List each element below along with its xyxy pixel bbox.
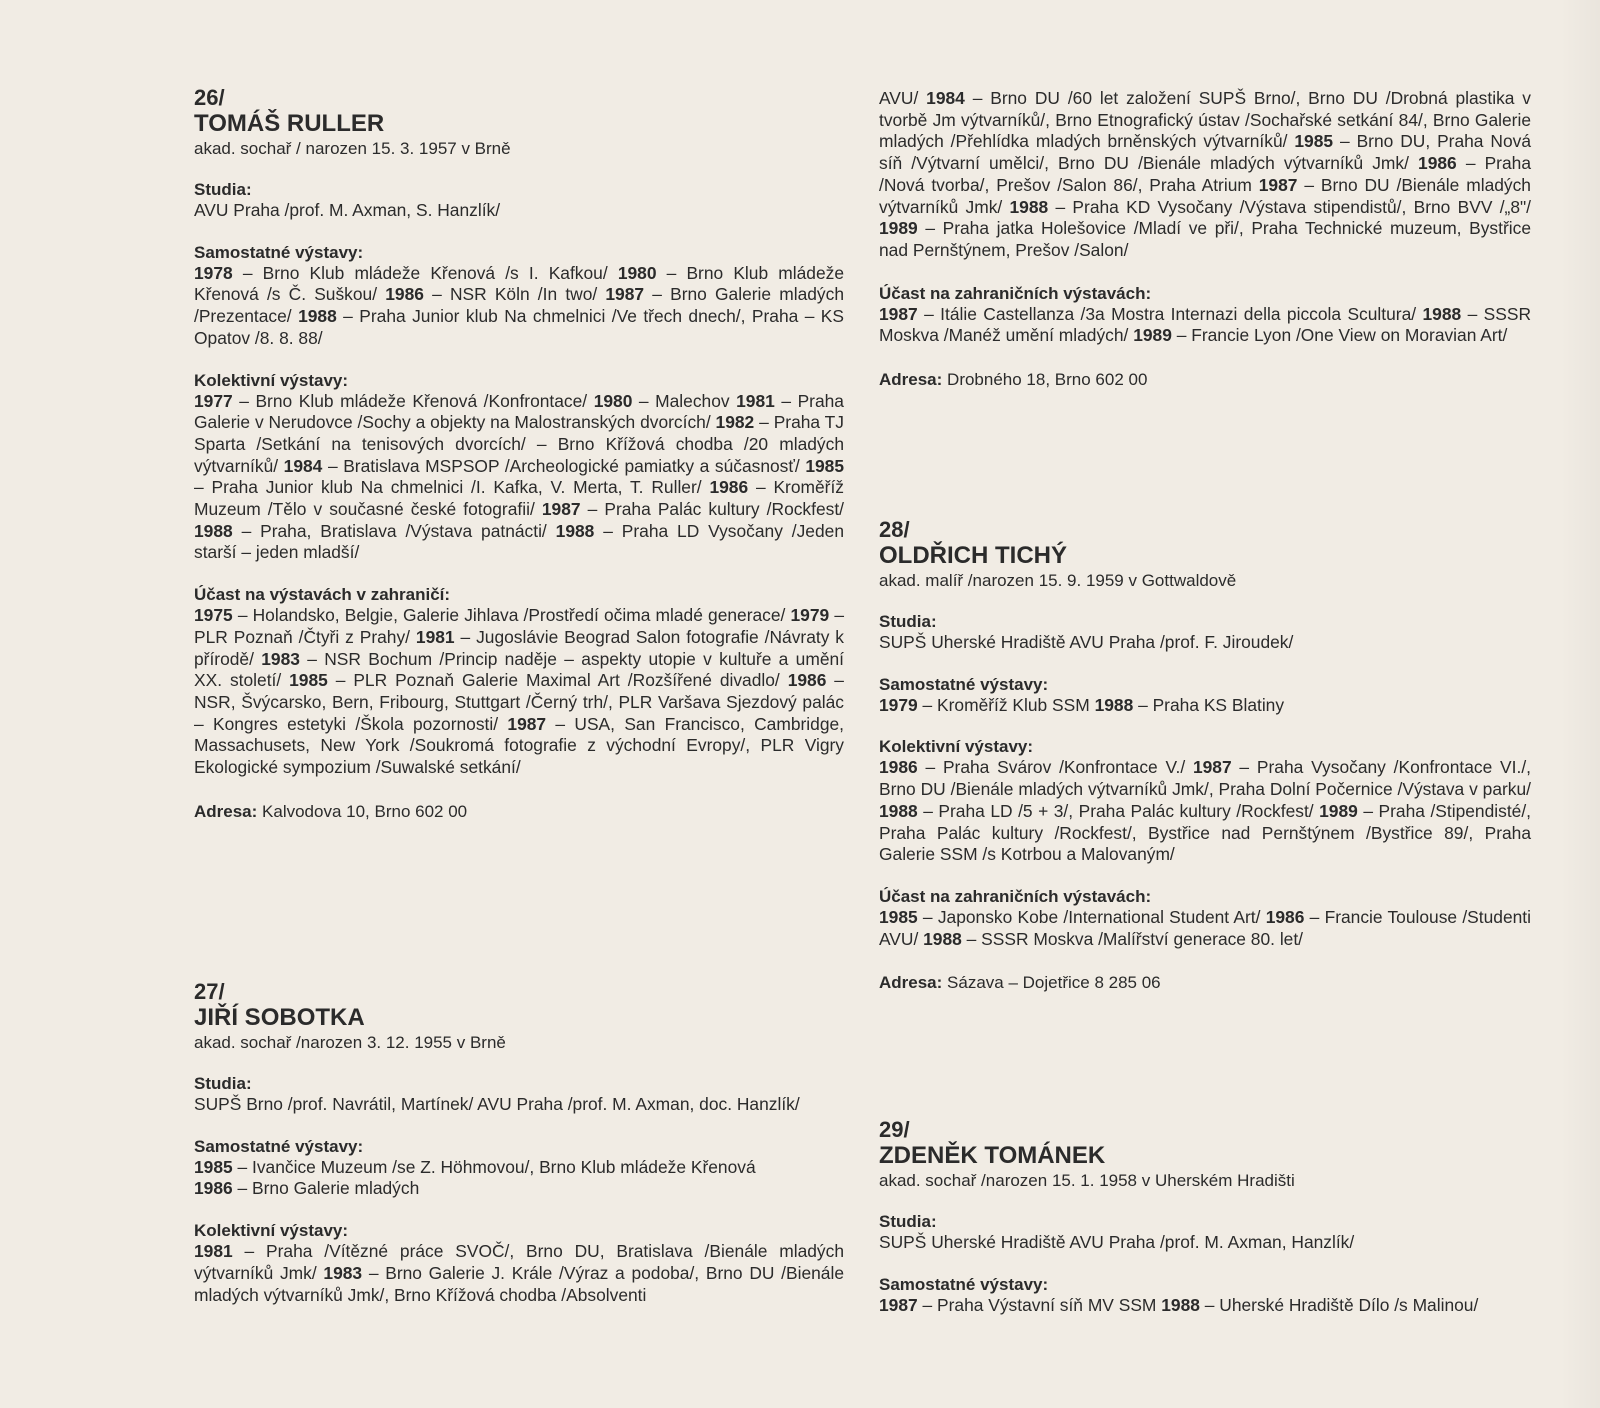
section-line <box>194 1178 844 1200</box>
year: 1985 <box>805 455 844 476</box>
section-label: Účast na zahraničních výstavách: <box>879 283 1152 303</box>
text-segment: SUPŠ Uherské Hradiště AVU Praha /prof. F. Jiroudek/ <box>879 632 1294 652</box>
year: 1987 <box>879 303 918 324</box>
year: 1988 <box>194 520 233 541</box>
section-text <box>879 632 1531 654</box>
year: 1986 <box>709 477 749 498</box>
section-text <box>194 1094 844 1116</box>
year: 1987 <box>879 1294 918 1315</box>
text-segment: – Kroměříž Klub SSM <box>917 694 1095 715</box>
section-label: Kolektivní výstavy: <box>194 1221 349 1241</box>
year: 1989 <box>879 218 918 239</box>
text-segment: – Brno Galerie J. Krále /Výraz a podoba/, Brno DU /Bienále mladých výtvarníků Jmk/, Brno Křížová chodba /Absolventi <box>194 1262 845 1305</box>
section-text <box>879 1232 1531 1254</box>
entry-oldrich-tichy <box>879 518 1531 993</box>
year: 1985 <box>1294 131 1334 152</box>
entry-number: 28/ <box>879 517 910 542</box>
year: 1979 <box>790 605 830 626</box>
section-text <box>194 200 844 222</box>
year: 1983 <box>261 648 300 669</box>
year: 1984 <box>926 88 965 108</box>
entry-jiri-sobotka <box>194 980 844 1306</box>
text-segment: AVU Praha /prof. M. Axman, S. Hanzlík/ <box>194 200 501 220</box>
text-segment: – Praha jatka Holešovice /Mladí ve při/, Praha Technické muzeum, Bystřice nad Pernštýnem, Prešov /Salon/ <box>879 218 1531 260</box>
section-label: Samostatné výstavy: <box>879 674 1049 694</box>
section-label: Kolektivní výstavy: <box>879 737 1034 757</box>
year: 1986 <box>1265 906 1305 927</box>
text-segment: – Bratislava MSPSOP /Archeologické pamiatky a súčasnosť/ <box>322 455 806 476</box>
year: 1979 <box>879 694 918 715</box>
year: 1987 <box>507 713 547 734</box>
text-segment: – PLR Poznaň Galerie Maximal Art /Rozšířené divadlo/ <box>327 670 788 691</box>
continued-paragraph <box>879 88 1531 262</box>
year: 1975 <box>194 605 233 626</box>
text-segment: – NSR Bochum /Princip naděje – aspekty utopie v kultuře a umění XX. století/ <box>194 648 844 691</box>
text-segment: – Praha TJ Sparta /Setkání na tenisových dvorcích/ – Brno Křížová chodba /20 mladých výtvarníků/ <box>194 412 844 476</box>
address-label: Adresa: <box>879 370 943 390</box>
year: 1980 <box>617 262 657 283</box>
text-segment: – Praha /Nová tvorba/, Prešov /Salon 86/, Praha Atrium <box>879 153 1531 195</box>
year: 1983 <box>323 1262 363 1283</box>
entry-number: 26/ <box>194 85 225 110</box>
text-segment: – Brno DU /60 let založení SUPŠ Brno/, Brno DU /Drobná plastika v tvorbě Jm výtvarníků/, Brno Etnografický ústav /Sochařské setkání 84/, Brno Galerie mladých /Přehlídka mladých brněnských výtvarníků/ <box>879 88 1531 152</box>
text-segment: – Praha Junior klub Na chmelnici /Ve třech dnech/, Praha – KS Opatov /8. 8. 88/ <box>194 306 845 348</box>
section-text <box>879 1295 1531 1317</box>
entry-zdenek-tomanek <box>879 1118 1531 1316</box>
section-text <box>194 263 844 350</box>
section-label: Účast na výstavách v zahraničí: <box>194 585 451 605</box>
year: 1986 <box>879 757 918 778</box>
section-label: Studia: <box>194 180 252 199</box>
artist-bio: akad. sochař /narozen 3. 12. 1955 v Brně <box>194 1033 506 1052</box>
year: 1988 <box>1009 196 1049 217</box>
section-line <box>194 1157 844 1179</box>
text-segment: – Praha LD Vysočany /Jeden starší – jeden mladší/ <box>194 520 844 563</box>
entry-jiri-sobotka-continued <box>879 88 1531 390</box>
year: 1988 <box>879 800 918 821</box>
section-label: Samostatné výstavy: <box>194 242 364 262</box>
text-segment: – USA, San Francisco, Cambridge, Massachusets, New York /Soukromá fotografie z východní Evropy/, PLR Vigry Ekologické sympozium /Suwalské setkání/ <box>194 713 844 778</box>
year: 1986 <box>194 1178 233 1199</box>
text-segment: – Praha Palác kultury /Rockfest/ <box>580 499 844 520</box>
text-segment: – Ivančice Muzeum /se Z. Höhmovou/, Brno Klub mládeže Křenová <box>232 1156 756 1177</box>
text-segment: – Praha, Bratislava /Výstava patnácti/ <box>232 520 556 541</box>
text-segment: – Praha /Vítězné práce SVOČ/, Brno DU, Bratislava /Bienále mladých výtvarníků Jmk/ <box>194 1241 844 1283</box>
year: 1985 <box>289 670 328 691</box>
page-edge-shadow <box>1560 0 1600 1408</box>
year: 1981 <box>736 390 775 411</box>
address-value: Drobného 18, Brno 602 00 <box>942 370 1148 390</box>
text-segment: – Praha Junior klub Na chmelnici /I. Kafka, V. Merta, T. Ruller/ <box>194 477 710 498</box>
text-segment: – PLR Poznaň /Čtyři z Prahy/ <box>194 605 844 647</box>
text-segment: – Praha KS Blatiny <box>1133 694 1285 715</box>
section-label: Kolektivní výstavy: <box>194 370 349 390</box>
year: 1987 <box>541 499 581 520</box>
artist-bio: akad. malíř /narozen 15. 9. 1959 v Gottwaldově <box>879 571 1237 590</box>
year: 1987 <box>1192 757 1232 778</box>
text-segment: – Praha Svárov /Konfrontace V./ <box>917 757 1193 778</box>
section-label: Studia: <box>879 612 937 631</box>
text-segment: – NSR Köln /In two/ <box>423 284 606 305</box>
year: 1980 <box>593 390 633 411</box>
section-text <box>879 907 1531 950</box>
year: 1982 <box>715 412 755 433</box>
text-segment: SUPŠ Brno /prof. Navrátil, Martínek/ AVU Praha /prof. M. Axman, doc. Hanzlík/ <box>194 1094 800 1114</box>
entry-tomas-ruller <box>194 86 844 822</box>
text-segment: – Francie Lyon /One View on Moravian Art/ <box>1171 325 1508 346</box>
text-segment: AVU/ <box>879 88 927 108</box>
text-segment: – NSR, Švýcarsko, Bern, Fribourg, Stuttgart /Černý trh/, PLR Varšava Sjezdový palác – Kongres estetyki /Škola pozornosti/ <box>194 670 844 734</box>
text-segment: – Praha LD /5 + 3/, Praha Palác kultury /Rockfest/ <box>917 800 1320 821</box>
artist-bio: akad. sochař / narozen 15. 3. 1957 v Brně <box>194 139 511 158</box>
section-label: Studia: <box>194 1074 252 1093</box>
section-text <box>194 1241 844 1306</box>
year: 1988 <box>1094 694 1134 715</box>
text-segment: – Francie Toulouse /Studenti AVU/ <box>879 906 1531 949</box>
section-text <box>879 757 1531 866</box>
year: 1988 <box>1161 1294 1200 1315</box>
text-segment: – Malechov <box>632 390 737 411</box>
text-segment: – Brno Klub mládeže Křenová /s I. Kafkou/ <box>232 262 618 283</box>
year: 1988 <box>923 928 962 949</box>
text-segment: – Brno Galerie mladých /Prezentace/ <box>194 284 844 327</box>
year: 1988 <box>555 520 595 541</box>
text-segment: – Praha Výstavní síň MV SSM <box>917 1294 1162 1315</box>
address-value: Sázava – Dojetřice 8 285 06 <box>942 973 1161 993</box>
year: 1989 <box>1133 325 1172 346</box>
year: 1988 <box>1422 303 1462 324</box>
artist-name: TOMÁŠ RULLER <box>194 110 385 137</box>
text-segment: – Brno DU, Praha Nová síň /Výtvarní umělci/, Brno DU /Bienále mladých výtvarníků Jmk/ <box>879 131 1531 174</box>
text-segment: SUPŠ Uherské Hradiště AVU Praha /prof. M. Axman, Hanzlík/ <box>879 1232 1355 1252</box>
address-label: Adresa: <box>879 973 943 993</box>
year: 1985 <box>879 906 918 927</box>
text-segment: – SSSR Moskva /Manéž umění mladých/ <box>879 303 1531 346</box>
year: 1978 <box>194 262 233 283</box>
artist-bio: akad. sochař /narozen 15. 1. 1958 v Uherském Hradišti <box>879 1171 1295 1190</box>
text-segment: – Itálie Castellanza /3a Mostra Internazi della piccola Scultura/ <box>917 303 1423 324</box>
text-segment: – Praha /Stipendisté/, Praha Palác kultury /Rockfest/, Bystřice nad Pernštýnem /Bystřice 89/, Praha Galerie SSM /s Kotrbou a Malovaným/ <box>879 800 1531 865</box>
year: 1984 <box>283 455 323 476</box>
year: 1985 <box>194 1156 233 1177</box>
year: 1981 <box>415 626 455 647</box>
artist-name: ZDENĚK TOMÁNEK <box>879 1142 1106 1169</box>
year: 1981 <box>194 1241 233 1262</box>
address <box>194 801 844 822</box>
entry-number: 27/ <box>194 979 225 1004</box>
address-value: Kalvodova 10, Brno 602 00 <box>257 801 468 821</box>
text-segment: – Jugoslávie Beograd Salon fotografie /Návraty k přírodě/ <box>194 626 844 669</box>
text-segment: – Kroměříž Muzeum /Tělo v současné české fotografii/ <box>194 477 845 520</box>
address <box>879 972 1531 993</box>
year: 1986 <box>1418 153 1457 174</box>
section-text <box>194 391 844 565</box>
year: 1987 <box>605 284 645 305</box>
artist-name: JIŘÍ SOBOTKA <box>194 1004 365 1031</box>
text-segment: – Brno Klub mládeže Křenová /s Č. Suškou/ <box>194 262 844 305</box>
year: 1988 <box>298 306 337 327</box>
text-segment: – Brno Galerie mladých <box>232 1178 420 1199</box>
address-label: Adresa: <box>194 801 258 821</box>
text-segment: – Praha Vysočany /Konfrontace VI./, Brno DU /Bienále mladých výtvarníků Jmk/, Praha Dolní Počernice /Výstava v parku/ <box>879 757 1531 800</box>
text-segment: – Praha Galerie v Nerudovce /Sochy a objekty na Malostranských dvorcích/ <box>194 390 844 433</box>
text-segment: – Brno DU /Bienále mladých výtvarníků Jmk/ <box>879 174 1531 217</box>
year: 1977 <box>194 390 233 411</box>
text-segment: – Praha KD Vysočany /Výstava stipendistů/, Brno BVV /„8"/ <box>1048 196 1531 217</box>
entry-number: 29/ <box>879 1117 910 1142</box>
text-segment: – Japonsko Kobe /International Student Art/ <box>917 906 1266 927</box>
section-label: Samostatné výstavy: <box>879 1274 1049 1294</box>
section-label: Samostatné výstavy: <box>194 1136 364 1156</box>
text-segment: – Uherské Hradiště Dílo /s Malinou/ <box>1199 1294 1479 1315</box>
year: 1989 <box>1319 800 1358 821</box>
section-text <box>879 304 1531 347</box>
section-text <box>879 695 1531 717</box>
section-label: Studia: <box>879 1212 937 1231</box>
artist-name: OLDŘICH TICHÝ <box>879 542 1067 569</box>
section-text <box>194 605 844 779</box>
year: 1986 <box>787 670 827 691</box>
text-segment: – Brno Klub mládeže Křenová /Konfrontace/ <box>232 390 594 411</box>
address <box>879 369 1531 390</box>
text-segment: – Holandsko, Belgie, Galerie Jihlava /Prostředí očima mladé generace/ <box>232 605 791 626</box>
text-segment: – SSSR Moskva /Malířství generace 80. let/ <box>961 928 1304 949</box>
year: 1986 <box>385 284 424 305</box>
year: 1987 <box>1258 174 1298 195</box>
section-label: Účast na zahraničních výstavách: <box>879 886 1152 906</box>
